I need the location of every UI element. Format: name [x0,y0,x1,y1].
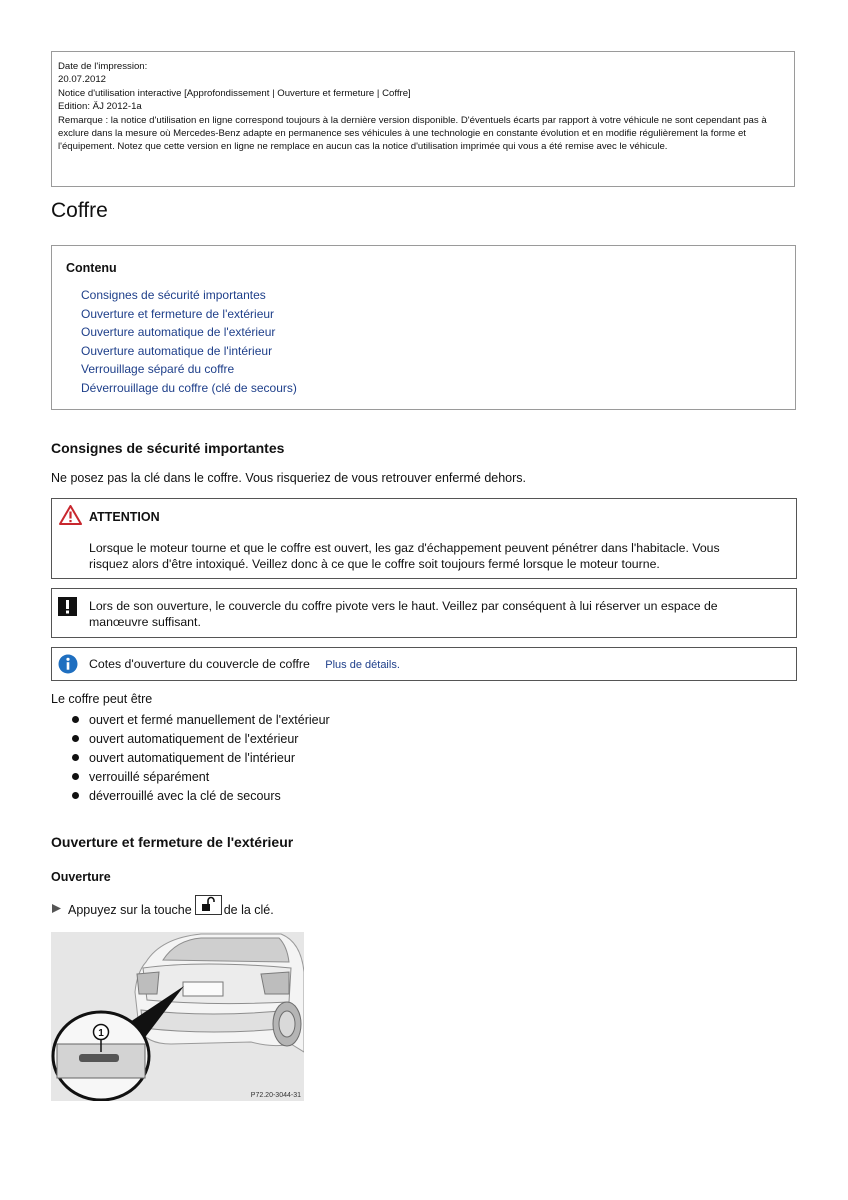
opening-heading: Ouverture et fermeture de l'extérieur [51,834,294,850]
unlock-key-button-icon [195,895,222,915]
list-item-text: déverrouillé avec la clé de secours [89,789,281,803]
can-be-list [72,711,330,806]
toc-link-emergency-unlock[interactable]: Déverrouillage du coffre (clé de secours) [81,380,297,395]
step-arrow-icon [51,903,62,914]
can-be-intro: Le coffre peut être [51,692,153,706]
print-date: 20.07.2012 [58,74,107,86]
document-path: Notice d'utilisation interactive [Approfondissement | Ouverture et fermeture | Coffre] [58,87,411,99]
warning-box [51,498,797,579]
warning-title: ATTENTION [89,510,160,524]
toc-list [81,286,297,398]
opening-step [51,895,274,917]
toc-link-safety[interactable]: Consignes de sécurité importantes [81,288,266,302]
warning-line-2: risquez alors d'être intoxiqué. Veillez donc à ce que le coffre soit toujours fermé lorsque le moteur tourne. [89,557,660,571]
list-item [72,711,330,730]
print-info-box [51,51,795,187]
toc-link-auto-open-outside[interactable]: Ouverture automatique de l'extérieur [81,325,276,340]
exclamation-icon [58,597,77,616]
info-icon [58,654,78,674]
toc-link-open-close-outside[interactable]: Ouverture et fermeture de l'extérieur [81,306,275,321]
safety-heading: Consignes de sécurité importantes [51,440,285,456]
list-item-text: ouvert automatiquement de l'extérieur [89,732,299,746]
opening-subheading: Ouverture [51,870,111,884]
list-item-text: verrouillé séparément [89,770,210,784]
note-line-1: Lors de son ouverture, le couvercle du coffre pivote vers le haut. Veillez par conséquent à lui réserver un espace de [89,599,718,613]
bullet-icon [72,792,79,799]
remark: Remarque : la notice d'utilisation en ligne correspond toujours à la dernière version disponible. D'éventuels écarts par rapport à votre véhicule ne sont cependant pas à exclure dans la mesure où Mercedes-Benz adapte en permanence ses véhicules à une technologie en constante évolution et en modifie régulièrement la forme et l'équipement. Notez que cette version en ligne ne remplace en aucun cas la notice d'utilisation imprimée qui vous a été remise avec le véhicule. [58,114,767,153]
toc-heading: Contenu [66,261,117,275]
table-of-contents [51,245,796,410]
page-title: Coffre [51,199,108,222]
toc-link-auto-open-inside[interactable]: Ouverture automatique de l'intérieur [81,343,273,358]
list-item [72,749,330,768]
toc-link-separate-lock[interactable]: Verrouillage séparé du coffre [81,362,235,377]
bullet-icon [72,735,79,742]
more-details-link[interactable]: Plus de détails. [325,659,400,671]
figure-reference-code: P72.20-3044-31 [250,1092,301,1099]
trunk-opening-illustration [51,932,304,1101]
edition: Edition: ÄJ 2012-1a [58,101,142,113]
bullet-icon [72,754,79,761]
list-item [72,730,330,749]
warning-line-1: Lorsque le moteur tourne et que le coffre est ouvert, les gaz d'échappement peuvent pénétrer dans l'habitacle. Vous [89,541,720,555]
bullet-icon [72,773,79,780]
list-item [72,768,330,787]
car-rear-drawing [51,932,304,1101]
figure-callout-number: 1 [98,1028,104,1039]
step-text-after: de la clé. [223,903,274,917]
list-item [72,787,330,806]
print-date-label: Date de l'impression: [58,61,148,72]
step-text-before: Appuyez sur la touche [68,903,192,917]
info-box [51,647,797,681]
safety-intro: Ne posez pas la clé dans le coffre. Vous risqueriez de vous retrouver enfermé dehors. [51,471,527,485]
warning-triangle-icon [59,505,82,525]
list-item-text: ouvert automatiquement de l'intérieur [89,751,295,765]
note-line-2: manœuvre suffisant. [89,615,201,629]
list-item-text: ouvert et fermé manuellement de l'extérieur [89,713,330,727]
info-text: Cotes d'ouverture du couvercle de coffre [89,657,310,671]
note-box [51,588,797,638]
bullet-icon [72,716,79,723]
